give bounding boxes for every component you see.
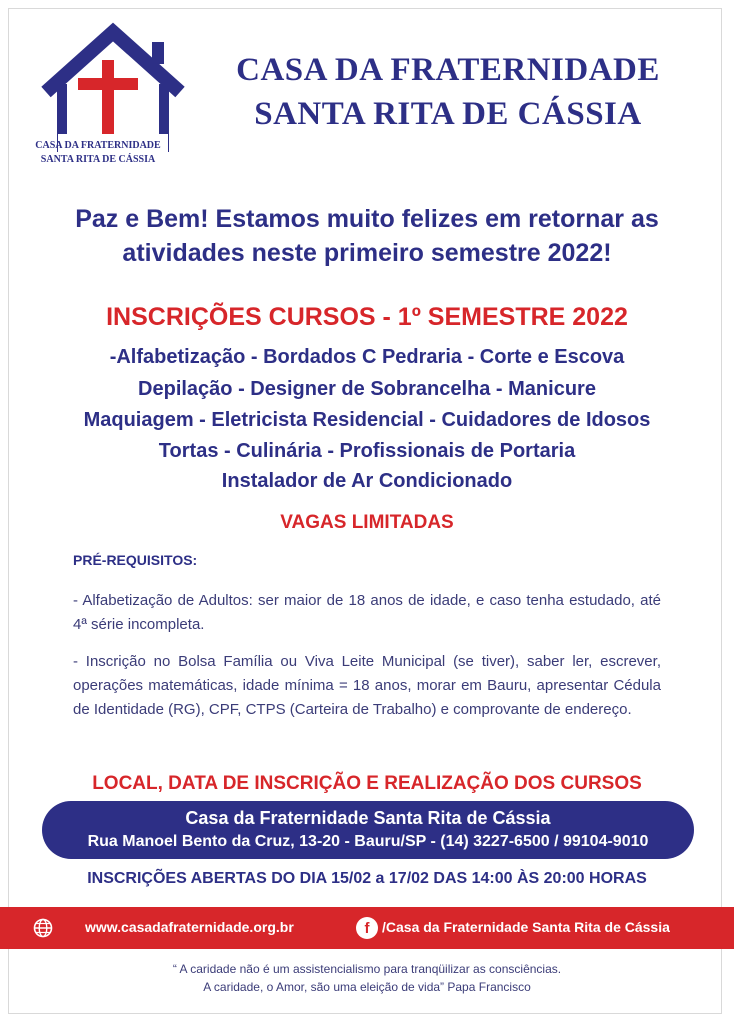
org-name-line1: CASA DA FRATERNIDADE <box>236 52 660 88</box>
location-heading: LOCAL, DATA DE INSCRIÇÃO E REALIZAÇÃO DOS CURSOS <box>92 773 642 794</box>
course-line: Instalador de Ar Condicionado <box>221 470 513 492</box>
location-name: Casa da Fraternidade Santa Rita de Cássia <box>185 808 551 828</box>
course-line: Tortas - Culinária - Profissionais de Portaria <box>158 440 576 462</box>
course-line: -Alfabetização - Bordados C Pedraria - Corte e Escova <box>109 346 625 368</box>
org-name-line2: SANTA RITA DE CÁSSIA <box>254 96 642 132</box>
footer-bar <box>0 907 734 949</box>
course-line: Maquiagem - Eletricista Residencial - Cuidadores de Idosos <box>83 409 651 431</box>
greeting-line2: atividades neste primeiro semestre 2022! <box>122 239 612 267</box>
address-banner <box>42 801 694 859</box>
location-address: Rua Manoel Bento da Cruz, 13-20 - Bauru/SP - (14) 3227-6500 / 99104-9010 <box>87 833 649 850</box>
logo-text-line1: CASA DA FRATERNIDADE <box>35 140 161 151</box>
greeting-line1: Paz e Bem! Estamos muito felizes em retornar as <box>75 205 659 233</box>
courses-title: INSCRIÇÕES CURSOS - 1º SEMESTRE 2022 <box>106 303 628 331</box>
globe-icon <box>33 918 53 938</box>
requirements-heading: PRÉ-REQUISITOS: <box>73 552 198 568</box>
logo-text-line2: SANTA RITA DE CÁSSIA <box>40 154 156 165</box>
registration-dates: INSCRIÇÕES ABERTAS DO DIA 15/02 a 17/02 DAS 14:00 ÀS 20:00 HORAS <box>87 870 647 887</box>
website-link[interactable]: www.casadafraternidade.org.br <box>85 919 294 935</box>
requirement-item: - Alfabetização de Adultos: ser maior de 18 anos de idade, e caso tenha estudado, até 4ª série incompleta. <box>73 592 661 633</box>
quote-line1: “ A caridade não é um assistencialismo para tranqüilizar as consciências. <box>172 962 562 976</box>
requirement-item: - Inscrição no Bolsa Família ou Viva Leite Municipal (se tiver), saber ler, escrever, operações matemáticas, idade mínima = 18 anos, morar em Bauru, apresentar Cédula de Identidade (RG), CPF, CTPS (Carteira de Trabalho) e comprovante de endereço. <box>73 653 661 718</box>
facebook-page-link[interactable]: /Casa da Fraternidade Santa Rita de Cássia <box>382 919 670 935</box>
limited-spots-label: VAGAS LIMITADAS <box>280 512 454 533</box>
facebook-icon: f <box>356 917 378 939</box>
course-line: Depilação - Designer de Sobrancelha - Manicure <box>138 378 596 400</box>
quote-line2: A caridade, o Amor, são uma eleição de vida” Papa Francisco <box>203 980 531 994</box>
